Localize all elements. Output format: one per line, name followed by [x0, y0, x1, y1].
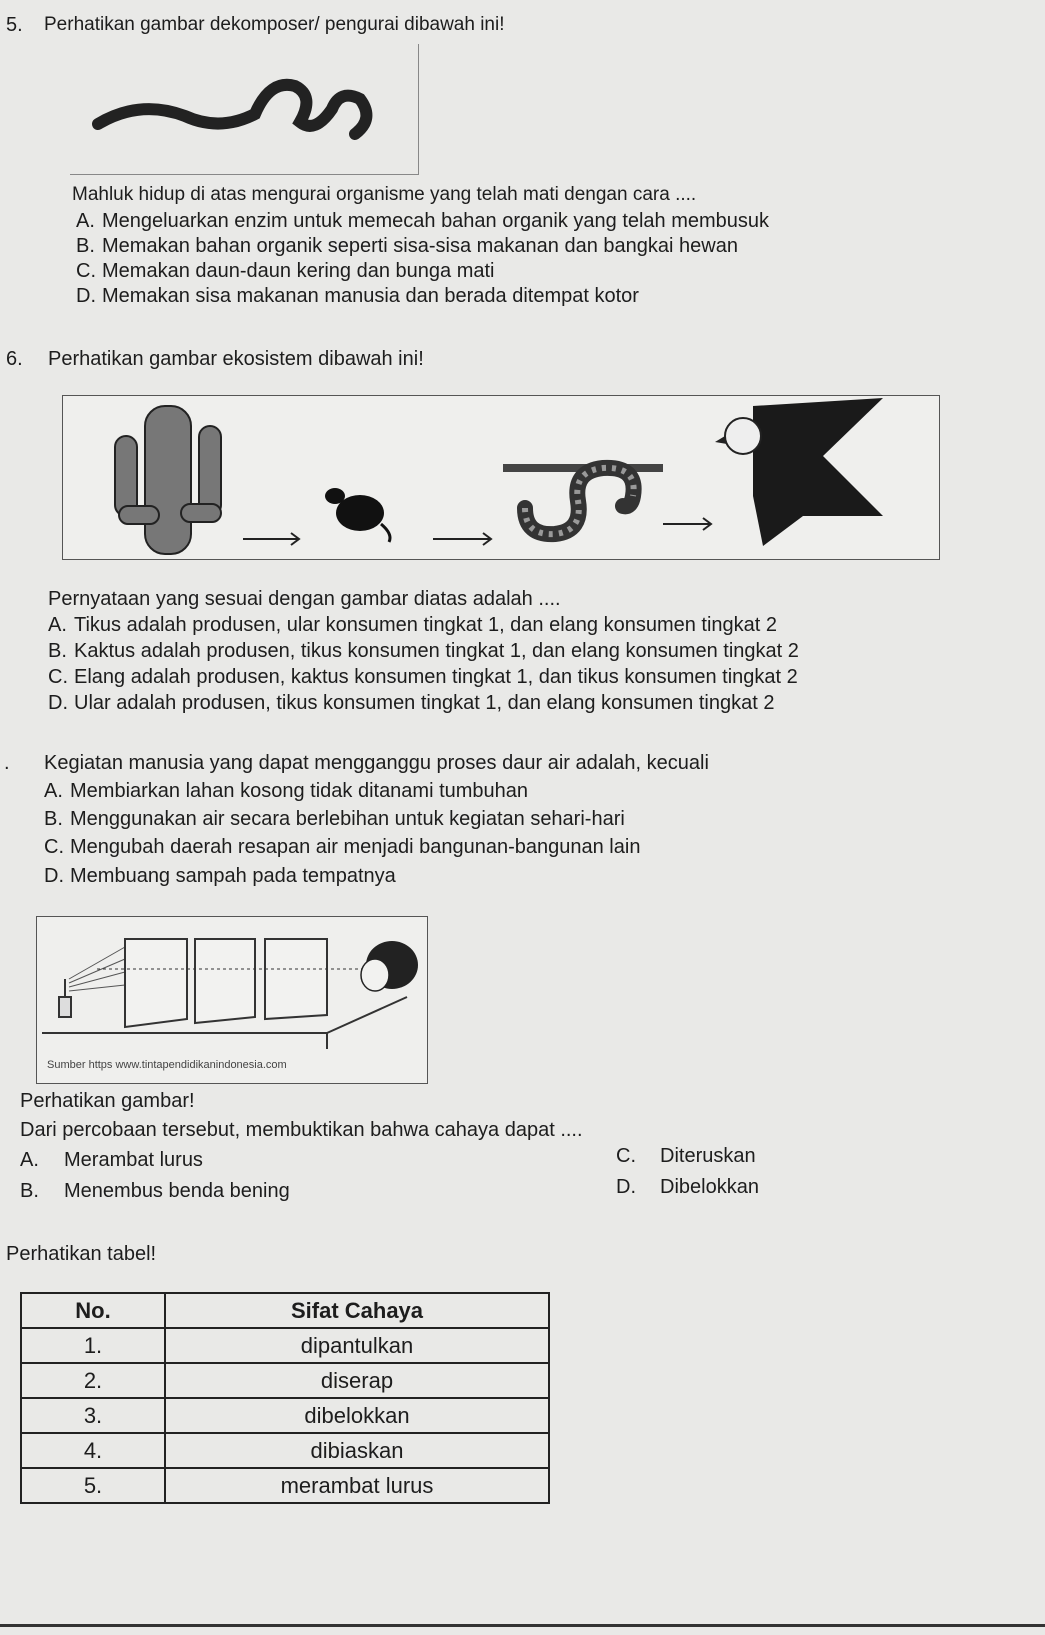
q5-option-c[interactable]	[76, 260, 494, 283]
q7-number: .	[4, 752, 10, 774]
q5-number: 5.	[6, 14, 23, 36]
table-cell-sifat: dibiaskan	[165, 1433, 549, 1468]
light-experiment-image-frame	[36, 916, 428, 1084]
arrow-icon	[433, 533, 491, 545]
decomposer-image-frame	[70, 44, 419, 175]
q6-question: Pernyataan yang sesuai dengan gambar diatas adalah ....	[48, 588, 561, 610]
light-experiment-illustration	[37, 917, 427, 1057]
q6-option-a-letter: A.	[48, 614, 67, 636]
q8-option-b-text: Menembus benda bening	[64, 1180, 290, 1202]
q8-option-a-letter: A.	[20, 1149, 39, 1171]
arrow-icon	[243, 533, 299, 545]
q7-option-a[interactable]	[44, 780, 528, 803]
q5-option-d[interactable]	[76, 285, 639, 308]
q7-option-a-text: Membiarkan lahan kosong tidak ditanami tumbuhan	[70, 780, 529, 802]
q8-option-c-text: Diteruskan	[660, 1145, 756, 1167]
candle-icon	[59, 979, 71, 1017]
q5-option-b-text: Memakan bahan organik seperti sisa-sisa makanan dan bangkai hewan	[102, 235, 738, 257]
table-cell-sifat: merambat lurus	[165, 1468, 549, 1503]
q7-option-b[interactable]	[44, 808, 625, 831]
q6-intro: Perhatikan gambar ekosistem dibawah ini!	[48, 348, 424, 370]
table-row	[21, 1363, 549, 1398]
q6-option-a-text: Tikus adalah produsen, ular konsumen tingkat 1, dan elang konsumen tingkat 2	[74, 614, 778, 636]
table-cell-no: 1.	[21, 1328, 165, 1363]
q5-option-b-letter: B.	[76, 235, 95, 257]
table-cell-no: 2.	[21, 1363, 165, 1398]
q7-option-a-letter: A.	[44, 780, 63, 802]
q7-option-c-text: Mengubah daerah resapan air menjadi bangunan-bangunan lain	[70, 836, 641, 858]
q6-option-c-letter: C.	[48, 666, 68, 688]
q6-option-b-text: Kaktus adalah produsen, tikus konsumen tingkat 1, dan elang konsumen tingkat 2	[74, 640, 799, 662]
table-row	[21, 1433, 549, 1468]
mouse-icon	[325, 488, 390, 542]
cardboard-screens-icon	[125, 939, 327, 1027]
ecosystem-image-frame	[62, 395, 940, 560]
q8-option-d-text: Dibelokkan	[660, 1176, 759, 1198]
q6-option-a[interactable]	[48, 614, 777, 637]
q5-option-b[interactable]	[76, 235, 738, 258]
q5-option-a-text: Mengeluarkan enzim untuk memecah bahan organik yang telah membusuk	[102, 210, 770, 232]
q6-option-c[interactable]	[48, 666, 798, 689]
q8-intro: Perhatikan gambar!	[20, 1090, 195, 1112]
q5-intro: Perhatikan gambar dekomposer/ pengurai dibawah ini!	[44, 14, 505, 35]
food-chain-illustration	[63, 396, 939, 559]
table-header-row	[21, 1293, 549, 1328]
image-source-caption: Sumber https www.tintapendidikanindonesia.com	[47, 1059, 287, 1071]
table-row	[21, 1328, 549, 1363]
q7-option-d-text: Membuang sampah pada tempatnya	[70, 865, 396, 887]
q7-option-c[interactable]	[44, 836, 640, 859]
q5-option-a-letter: A.	[76, 210, 95, 232]
q5-question: Mahluk hidup di atas mengurai organisme yang telah mati dengan cara ....	[72, 184, 697, 205]
table-header-no: No.	[21, 1293, 165, 1328]
q5-option-d-letter: D.	[76, 285, 96, 307]
q6-option-d[interactable]	[48, 692, 774, 715]
q7-option-d-letter: D.	[44, 865, 64, 887]
q7-option-b-letter: B.	[44, 808, 63, 830]
eagle-icon	[715, 398, 883, 546]
table-cell-sifat: dipantulkan	[165, 1328, 549, 1363]
q5-option-d-text: Memakan sisa makanan manusia dan berada ditempat kotor	[102, 285, 639, 307]
page-bottom-border	[0, 1624, 1045, 1627]
q9-intro: Perhatikan tabel!	[6, 1243, 157, 1265]
q8-question: Dari percobaan tersebut, membuktikan bahwa cahaya dapat ....	[20, 1119, 583, 1141]
q8-option-b-letter: B.	[20, 1180, 39, 1202]
q5-option-c-text: Memakan daun-daun kering dan bunga mati	[102, 260, 495, 282]
worm-illustration	[70, 44, 418, 174]
q6-option-c-text: Elang adalah produsen, kaktus konsumen tingkat 1, dan tikus konsumen tingkat 2	[74, 666, 798, 688]
q5-option-a[interactable]	[76, 210, 769, 233]
table-cell-sifat: diserap	[165, 1363, 549, 1398]
q6-option-b-letter: B.	[48, 640, 67, 662]
q8-option-d-letter: D.	[616, 1176, 636, 1198]
q7-option-b-text: Menggunakan air secara berlebihan untuk kegiatan sehari-hari	[70, 808, 625, 830]
q5-option-c-letter: C.	[76, 260, 96, 282]
q6-number: 6.	[6, 348, 23, 370]
q6-option-d-text: Ular adalah produsen, tikus konsumen tingkat 1, dan elang konsumen tingkat 2	[74, 692, 775, 714]
cactus-icon	[115, 406, 221, 554]
q8-option-c[interactable]	[616, 1145, 756, 1168]
table-cell-sifat: dibelokkan	[165, 1398, 549, 1433]
table-cell-no: 3.	[21, 1398, 165, 1433]
arrow-icon	[663, 518, 711, 530]
q8-option-c-letter: C.	[616, 1145, 636, 1167]
q8-option-d[interactable]	[616, 1176, 759, 1199]
q7-option-c-letter: C.	[44, 836, 64, 858]
table-cell-no: 4.	[21, 1433, 165, 1468]
q8-option-a-text: Merambat lurus	[64, 1149, 203, 1171]
table-row	[21, 1468, 549, 1503]
table-row	[21, 1398, 549, 1433]
q8-option-b[interactable]	[20, 1180, 290, 1203]
q6-option-b[interactable]	[48, 640, 799, 663]
table-header-sifat: Sifat Cahaya	[165, 1293, 549, 1328]
q6-option-d-letter: D.	[48, 692, 68, 714]
snake-icon	[503, 464, 663, 534]
table-cell-no: 5.	[21, 1468, 165, 1503]
q8-option-a[interactable]	[20, 1149, 203, 1172]
person-observer-icon	[361, 941, 418, 991]
sifat-cahaya-table	[20, 1292, 550, 1504]
q7-option-d[interactable]	[44, 865, 396, 888]
q7-question: Kegiatan manusia yang dapat mengganggu proses daur air adalah, kecuali	[44, 752, 709, 774]
